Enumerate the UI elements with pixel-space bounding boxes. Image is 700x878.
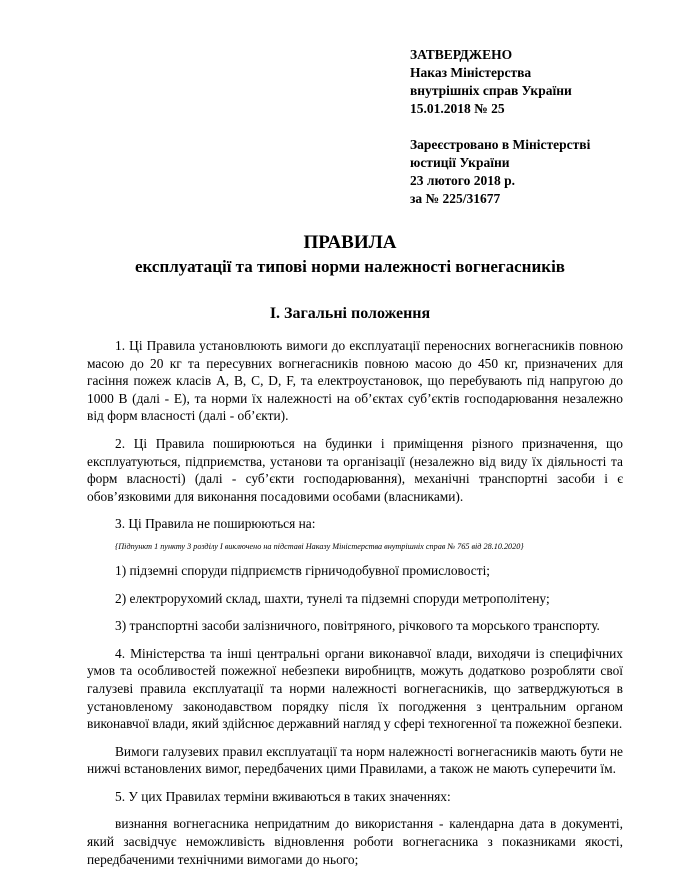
section-heading: I. Загальні положення — [269, 305, 431, 322]
paragraph: 2) електрорухомий склад, шахти, тунелі та підземні споруди метрополітену; — [115, 590, 550, 606]
document-subtitle: експлуатації та типові норми належності вогнегасників — [135, 257, 565, 276]
registration-line: за № 225/31677 — [410, 191, 501, 206]
paragraph: 5. У цих Правилах терміни вживаються в таких значеннях: — [115, 788, 451, 804]
paragraph: визнання вогнегасника непридатним до використання - календарна дата в документі, який засвідчує неможливість відновлення роботи вогнегасника з показниками якості, передбаченими технічними вимогами до нього; — [87, 816, 623, 867]
approval-line: 15.01.2018 № 25 — [410, 101, 505, 116]
approval-line: Наказ Міністерства — [410, 65, 532, 80]
registration-line: Зареєстровано в Міністерстві — [410, 137, 591, 152]
registration-line: юстиції України — [410, 155, 510, 170]
paragraph: Вимоги галузевих правил експлуатації та норм належності вогнегасників мають бути не нижчі встановлених вимог, передбачених цими Правилами, а також не мають суперечити їм. — [87, 743, 623, 777]
document-body — [87, 337, 623, 878]
paragraph: 3. Ці Правила не поширюються на: — [115, 516, 316, 532]
approval-stamp — [410, 46, 670, 208]
paragraph: 4. Міністерства та інші центральні органи виконавчої влади, виходячи із специфічних умов та особливостей пожежної небезпеки виробництв, можуть додатково розробляти свої галузеві правила експлуатації та норми належності вогнегасників, що затверджуються в установленому законодавством порядку після їх погодження з центральним органом виконавчої влади, який здійснює державний нагляд у сфері техногенної та пожежної безпеки. — [87, 645, 623, 732]
approval-line: внутрішніх справ України — [410, 83, 572, 98]
document-title: ПРАВИЛА — [303, 232, 397, 253]
paragraph: 1) підземні споруди підприємств гірничодобувної промисловості; — [115, 562, 491, 578]
editorial-note: {Підпункт 1 пункту 3 розділу I виключено на підставі Наказу Міністерства внутрішніх справ № 765 від 28.10.2020} — [115, 541, 524, 551]
paragraph: 3) транспортні засоби залізничного, повітряного, річкового та морського транспорту. — [115, 618, 600, 634]
paragraph: 2. Ці Правила поширюються на будинки і приміщення різного призначення, що експлуатуються, підприємства, установи та організації (незалежно від виду їх діяльності та форм власності) (далі - суб’єкти господарювання), механічні транспортні засоби і є обов’язковими для виконання посадовими особами (власниками). — [87, 435, 623, 504]
approval-line: ЗАТВЕРДЖЕНО — [410, 47, 513, 62]
paragraph: 1. Ці Правила установлюють вимоги до експлуатації переносних вогнегасників повною масою до 20 кг та пересувних вогнегасників повною масою до 450 кг, призначених для гасіння пожеж класів A, B, C, D, F, та електроустановок, що перебувають під напругою до 1000 В (далі - Е), та норми їх належності на об’єктах суб’єктів господарювання незалежно від форм власності (далі - об’єкти). — [87, 338, 623, 424]
registration-line: 23 лютого 2018 р. — [410, 173, 515, 188]
